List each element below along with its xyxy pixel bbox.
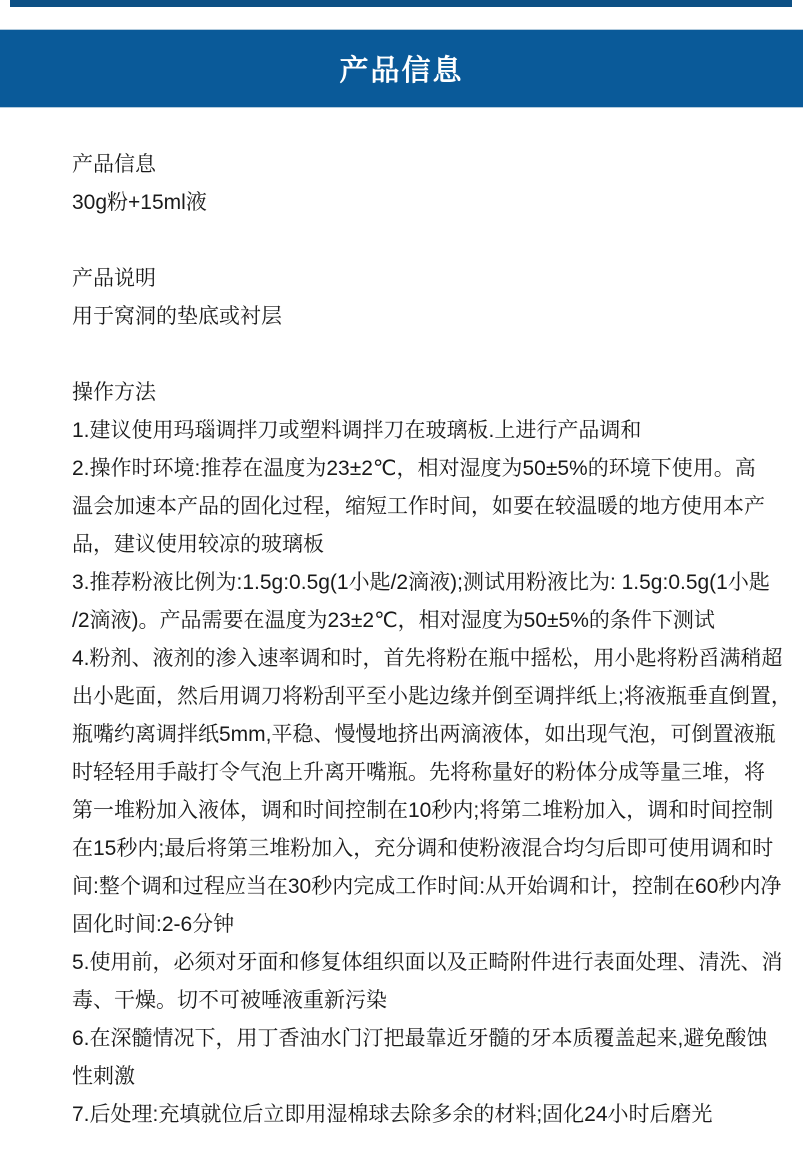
section-lines	[72, 298, 792, 336]
text-line: /2滴液)。产品需要在温度为23±2℃，相对湿度为50±5%的条件下测试	[72, 609, 715, 632]
section-operating-instructions	[72, 374, 792, 1134]
text-line: 7.后处理:充填就位后立即用湿棉球去除多余的材料;固化24小时后磨光	[72, 1103, 713, 1126]
text-line: 30g粉+15ml液	[72, 191, 207, 214]
text-line: 6.在深髓情况下，用丁香油水门汀把最靠近牙髓的牙本质覆盖起来,避免酸蚀	[72, 1027, 768, 1050]
page-title: 产品信息	[339, 55, 464, 87]
text-line: 出小匙面，然后用调刀将粉刮平至小匙边缘并倒至调拌纸上;将液瓶垂直倒置，	[72, 685, 792, 708]
text-line: 固化时间:2-6分钟	[72, 913, 235, 936]
section-lines	[72, 412, 792, 1134]
text-line: 瓶嘴约离调拌纸5mm,平稳、慢慢地挤出两滴液体，如出现气泡，可倒置液瓶	[72, 723, 776, 746]
section-heading: 产品说明	[72, 267, 156, 290]
header-bar	[0, 29, 803, 108]
text-line: 3.推荐粉液比例为:1.5g:0.5g(1小匙/2滴液);测试用粉液比为: 1.5g:0.5g(1小匙	[72, 571, 770, 594]
text-line: 2.操作时环境:推荐在温度为23±2℃，相对湿度为50±5%的环境下使用。高	[72, 457, 756, 480]
text-line: 用于窝洞的垫底或衬层	[72, 305, 282, 328]
text-line: 品，建议使用较凉的玻璃板	[72, 533, 324, 556]
text-line: 性刺激	[72, 1065, 135, 1088]
section-lines	[72, 184, 792, 222]
section-product-description	[72, 260, 792, 336]
text-line: 第一堆粉加入液体，调和时间控制在10秒内;将第二堆粉加入，调和时间控制	[72, 799, 774, 822]
text-line: 1.建议使用玛瑙调拌刀或塑料调拌刀在玻璃板.上进行产品调和	[72, 419, 642, 442]
text-line: 5.使用前，必须对牙面和修复体组织面以及正畸附件进行表面处理、清洗、消	[72, 951, 783, 974]
top-accent-strip	[10, 0, 792, 7]
text-line: 毒、干燥。切不可被唾液重新污染	[72, 989, 387, 1012]
section-product-info	[72, 146, 792, 222]
text-line: 时轻轻用手敲打令气泡上升离开嘴瓶。先将称量好的粉体分成等量三堆，将	[72, 761, 765, 784]
section-heading: 操作方法	[72, 381, 156, 404]
text-line: 间:整个调和过程应当在30秒内完成工作时间:从开始调和计，控制在60秒内净	[72, 875, 782, 898]
section-heading: 产品信息	[72, 153, 156, 176]
text-line: 温会加速本产品的固化过程，缩短工作时间，如要在较温暖的地方使用本产	[72, 495, 765, 518]
text-line: 4.粉剂、液剂的渗入速率调和时，首先将粉在瓶中摇松，用小匙将粉舀满稍超	[72, 647, 783, 670]
text-line: 在15秒内;最后将第三堆粉加入，充分调和使粉液混合均匀后即可使用调和时	[72, 837, 774, 860]
document-body	[72, 146, 792, 1134]
